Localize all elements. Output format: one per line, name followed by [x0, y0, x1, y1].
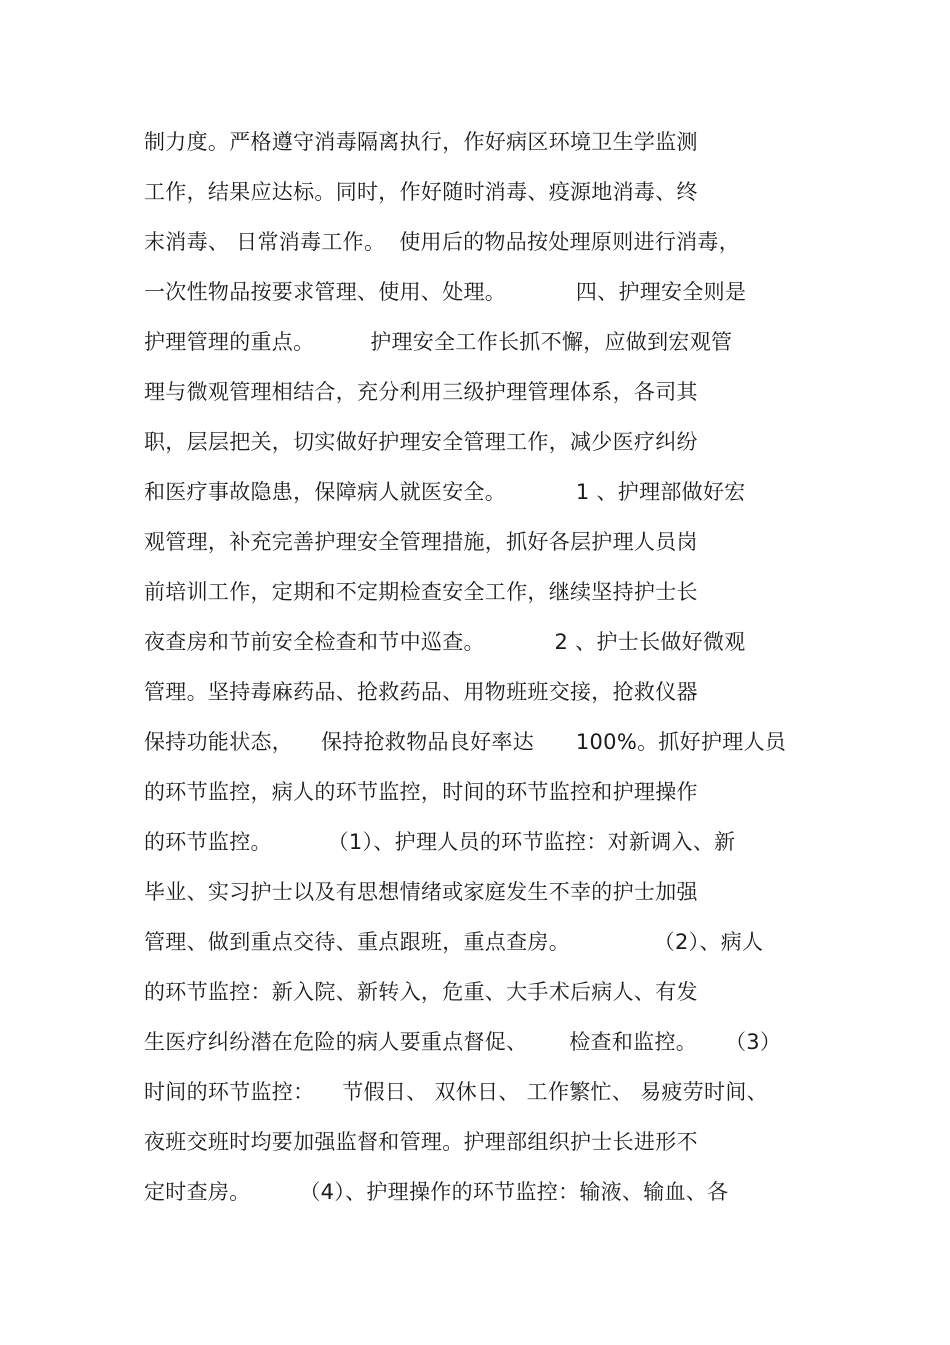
text-line: 管理、做到重点交待、重点跟班，重点查房。 （2）、病人: [144, 930, 764, 954]
text-line: 的环节监控：新入院、新转入，危重、大手术后病人、有发: [144, 980, 698, 1004]
text-line: 职，层层把关，切实做好护理安全管理工作，减少医疗纠纷: [144, 430, 698, 454]
text-line: 护理管理的重点。 护理安全工作长抓不懈，应做到宏观管: [144, 330, 733, 354]
text-line: 前培训工作，定期和不定期检查安全工作，继续坚持护士长: [144, 580, 698, 604]
text-line: 生医疗纠纷潜在危险的病人要重点督促、 检查和监控。 （3）: [144, 1030, 782, 1054]
text-line: 一次性物品按要求管理、使用、处理。 四、护理安全则是: [144, 280, 747, 304]
text-line: 的环节监控，病人的环节监控，时间的环节监控和护理操作: [144, 780, 698, 804]
text-line: 制力度。严格遵守消毒隔离执行，作好病区环境卫生学监测: [144, 130, 698, 154]
text-line: 和医疗事故隐患，保障病人就医安全。 1 、护理部做好宏: [144, 480, 746, 504]
text-line: 定时查房。 （4）、护理操作的环节监控：输液、输血、各: [144, 1180, 729, 1204]
body-text: [144, 122, 824, 1222]
text-line: 夜班交班时均要加强监督和管理。护理部组织护士长进形不: [144, 1130, 698, 1154]
text-line: 末消毒、 日常消毒工作。 使用后的物品按处理原则进行消毒，: [144, 230, 741, 254]
text-line: 毕业、实习护士以及有思想情绪或家庭发生不幸的护士加强: [144, 880, 698, 904]
text-line: 夜查房和节前安全检查和节中巡查。 2 、护士长做好微观: [144, 630, 746, 654]
text-line: 管理。坚持毒麻药品、抢救药品、用物班班交接，抢救仪器: [144, 680, 698, 704]
text-line: 理与微观管理相结合，充分利用三级护理管理体系，各司其: [144, 380, 698, 404]
text-line: 的环节监控。 （1）、护理人员的环节监控：对新调入、新: [144, 830, 736, 854]
text-line: 保持功能状态， 保持抢救物品良好率达 100%。抓好护理人员: [144, 730, 787, 754]
text-line: 工作，结果应达标。同时，作好随时消毒、疫源地消毒、终: [144, 180, 698, 204]
text-line: 观管理，补充完善护理安全管理措施，抓好各层护理人员岗: [144, 530, 698, 554]
text-line: 时间的环节监控： 节假日、 双休日、 工作繁忙、 易疲劳时间、: [144, 1080, 768, 1104]
